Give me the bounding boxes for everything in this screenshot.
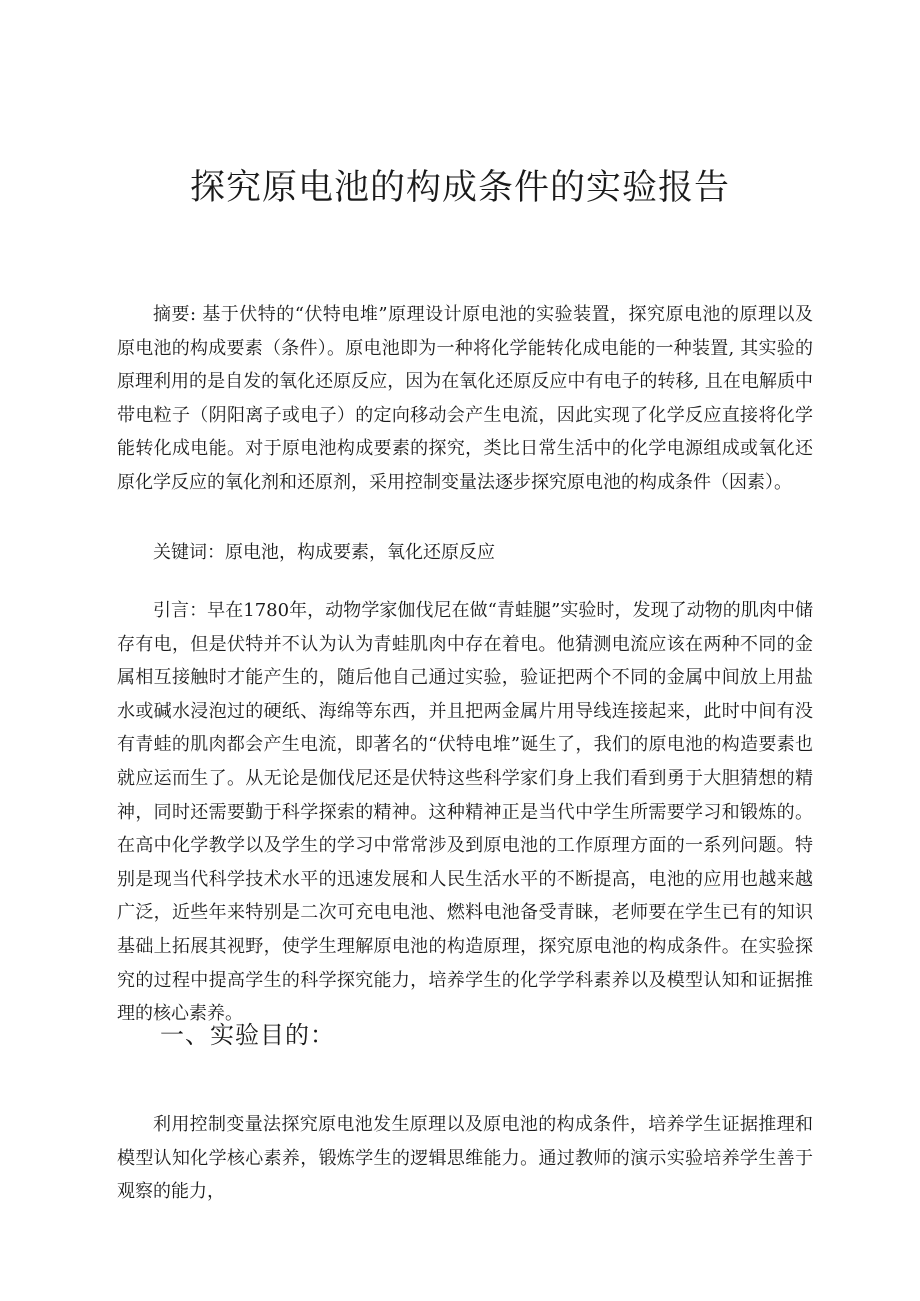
section-heading-purpose: 一、实验目的： xyxy=(160,1021,335,1049)
introduction-paragraph: 引言：早在1780年，动物学家伽伐尼在做“青蛙腿”实验时，发现了动物的肌肉中储存有电，但是伏特并不认为认为青蛙肌肉中存在着电。他猜测电流应该在两种不同的金属相互接触时才能产生的，随后他自己通过实验，验证把两个不同的金属中间放上用盐水或碱水浸泡过的硬纸、海绵等东西，并且把两金属片用导线连接起来，此时中间有没有青蛙的肌肉都会产生电流，即著名的“伏特电堆”诞生了，我们的原电池的构造要素也就应运而生了。从无论是伽伐尼还是伏特这些科学家们身上我们看到勇于大胆猜想的精神，同时还需要勤于科学探索的精神。这种精神正是当代中学生所需要学习和锻炼的。在高中化学教学以及学生的学习中常常涉及到原电池的工作原理方面的一系列问题。特别是现当代科学技术水平的迅速发展和人民生活水平的不断提高，电池的应用也越来越广泛，近些年来特别是二次可充电电池、燃料电池备受青睐，老师要在学生已有的知识基础上拓展其视野，使学生理解原电池的构造原理，探究原电池的构成条件。在实验探究的过程中提高学生的科学探究能力，培养学生的化学学科素养以及模型认知和证据推理的核心素养。 xyxy=(117,600,813,1025)
purpose-paragraph: 利用控制变量法探究原电池发生原理以及原电池的构成条件，培养学生证据推理和模型认知化学核心素养，锻炼学生的逻辑思维能力。通过教师的演示实验培养学生善于观察的能力， xyxy=(117,1114,813,1203)
abstract-paragraph: 摘要: 基于伏特的“伏特电堆”原理设计原电池的实验装置，探究原电池的原理以及原电池的构成要素（条件）。原电池即为一种将化学能转化成电能的一种装置, 其实验的原理利用的是自发的氧化还原反应，因为在氧化还原反应中有电子的转移, 且在电解质中带电粒子（阴阳离子或电子）的定向移动会产生电流，因此实现了化学反应直接将化学能转化成电能。对于原电池构成要素的探究，类比日常生活中的化学电源组成或氧化还原化学反应的氧化剂和还原剂，采用控制变量法逐步探究原电池的构成条件（因素）。 xyxy=(117,304,813,493)
document-title: 探究原电池的构成条件的实验报告 xyxy=(189,168,730,208)
keywords-paragraph: 关键词：原电池，构成要素，氧化还原反应 xyxy=(153,542,495,563)
